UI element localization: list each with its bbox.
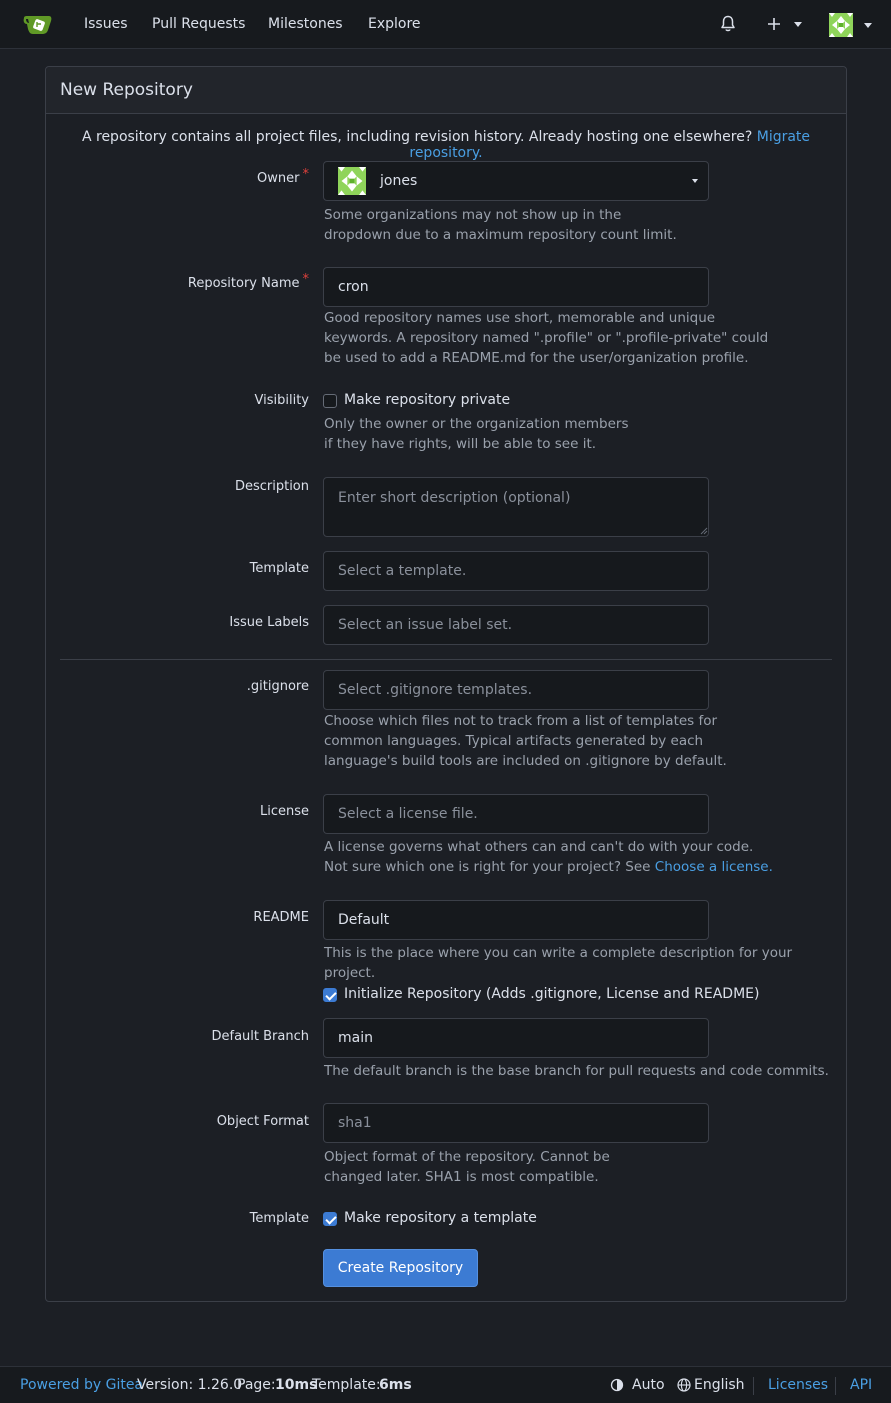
- init-repository-label[interactable]: Initialize Repository (Adds .gitignore, License and README): [344, 986, 760, 1002]
- repo-name-label: [59, 272, 309, 291]
- chevron-down-icon: [864, 23, 872, 28]
- page-time-value: 10ms: [275, 1377, 318, 1393]
- migrate-repository-link[interactable]: Migrate repository.: [409, 129, 811, 161]
- choose-license-link[interactable]: Choose a license.: [654, 859, 773, 875]
- description-label: Description: [234, 479, 309, 494]
- visibility-help: [324, 414, 629, 454]
- license-help-text: Not sure which one is right for your project? See: [324, 859, 651, 875]
- top-navbar: [0, 0, 891, 49]
- object-format-help-line-1: Object format of the repository. Cannot be: [324, 1149, 610, 1165]
- issue-labels-select[interactable]: Select an issue label set.: [323, 605, 709, 645]
- make-template-checkbox[interactable]: [323, 1212, 337, 1226]
- owner-dropdown[interactable]: [323, 161, 709, 201]
- template-label: Template: [249, 561, 309, 576]
- gitignore-help-line-3: language's build tools are included on .gitignore by default.: [324, 753, 727, 769]
- theme-icon: [610, 1378, 624, 1392]
- owner-help: [324, 205, 677, 245]
- make-template-label[interactable]: Make repository a template: [344, 1210, 537, 1226]
- page-title: New Repository: [46, 67, 846, 114]
- default-branch-label: Default Branch: [211, 1029, 309, 1044]
- description-textarea[interactable]: Enter short description (optional): [323, 477, 709, 537]
- private-checkbox[interactable]: [323, 394, 337, 408]
- license-help: [324, 837, 773, 877]
- object-format-help: [324, 1147, 610, 1187]
- template-time-value: 6ms: [379, 1377, 412, 1393]
- version-text: Version: 1.26.0: [137, 1377, 243, 1393]
- nav-explore[interactable]: Explore: [368, 16, 421, 32]
- user-menu[interactable]: [829, 13, 875, 37]
- plus-icon: [767, 17, 781, 31]
- intro-message: A repository contains all project files, including revision history. Already hosting one elsewhere?: [81, 129, 753, 145]
- powered-by-link[interactable]: Powered by Gitea: [20, 1377, 144, 1393]
- footer-divider: [753, 1377, 754, 1395]
- globe-icon: [677, 1378, 691, 1392]
- readme-help: This is the place where you can write a complete description for your project.: [324, 945, 793, 981]
- create-repository-button[interactable]: Create Repository: [323, 1249, 478, 1287]
- issue-labels-label: Issue Labels: [229, 615, 309, 630]
- required-marker: *: [302, 272, 309, 287]
- language-value: English: [694, 1377, 745, 1393]
- footer-divider: [835, 1377, 836, 1395]
- license-label: License: [259, 804, 309, 819]
- readme-select[interactable]: Default: [323, 900, 709, 940]
- nav-pull-requests[interactable]: Pull Requests: [152, 16, 246, 32]
- object-format-help-line-2: changed later. SHA1 is most compatible.: [324, 1169, 599, 1185]
- gitignore-help: [324, 711, 727, 771]
- dropdown-icon: [692, 179, 698, 183]
- footer: [0, 1366, 891, 1403]
- license-select[interactable]: Select a license file.: [323, 794, 709, 834]
- create-new-menu[interactable]: [767, 16, 807, 34]
- init-repository-checkbox[interactable]: [323, 988, 337, 1002]
- gitignore-label: .gitignore: [246, 679, 309, 694]
- gitignore-help-line-2: common languages. Typical artifacts generated by each: [324, 733, 704, 749]
- template-select[interactable]: Select a template.: [323, 551, 709, 591]
- theme-selector[interactable]: [610, 1367, 666, 1403]
- repo-name-help-line-2: keywords. A repository named ".profile" or ".profile-private" could: [324, 330, 769, 346]
- license-help-line-1: A license governs what others can and can't do with your code.: [324, 839, 754, 855]
- nav-milestones[interactable]: Milestones: [268, 16, 343, 32]
- gitea-logo-icon[interactable]: [23, 12, 53, 36]
- default-branch-input[interactable]: main: [323, 1018, 709, 1058]
- bell-icon[interactable]: [720, 15, 736, 33]
- section-divider: [60, 659, 832, 660]
- required-marker: *: [302, 167, 309, 182]
- visibility-help-line-1: Only the owner or the organization members: [324, 416, 629, 432]
- gitignore-help-line-1: Choose which files not to track from a list of templates for: [324, 713, 718, 729]
- license-help-line-2: [324, 857, 773, 877]
- page-time-label: Page:: [237, 1377, 276, 1393]
- template-flag-label: Template: [249, 1211, 309, 1226]
- repo-name-help: [324, 308, 768, 368]
- language-selector[interactable]: [677, 1367, 745, 1403]
- owner-label: [59, 167, 309, 186]
- private-checkbox-label[interactable]: Make repository private: [344, 392, 511, 408]
- licenses-link[interactable]: Licenses: [768, 1377, 829, 1393]
- object-format-input[interactable]: sha1: [323, 1103, 709, 1143]
- repo-name-input[interactable]: cron: [323, 267, 709, 307]
- visibility-label: Visibility: [254, 393, 309, 408]
- theme-value: Auto: [632, 1377, 665, 1393]
- nav-issues[interactable]: Issues: [84, 16, 128, 32]
- resize-handle-icon[interactable]: [700, 527, 708, 535]
- repo-name-label-text: Repository Name: [187, 276, 300, 291]
- visibility-help-line-2: if they have rights, will be able to see it.: [324, 436, 597, 452]
- intro-text: [46, 129, 846, 161]
- avatar: [829, 13, 853, 37]
- new-repository-form: [45, 66, 847, 1302]
- owner-label-text: Owner: [257, 171, 300, 186]
- owner-value: jones: [380, 173, 418, 189]
- repo-name-help-line-3: be used to add a README.md for the user/organization profile.: [324, 350, 749, 366]
- repo-name-help-line-1: Good repository names use short, memorable and unique: [324, 310, 716, 326]
- owner-avatar: [338, 167, 366, 195]
- owner-help-line-2: dropdown due to a maximum repository count limit.: [324, 227, 677, 243]
- readme-label: README: [253, 910, 309, 925]
- api-link[interactable]: API: [850, 1377, 873, 1393]
- template-time-label: Template:: [312, 1377, 381, 1393]
- chevron-down-icon: [794, 22, 802, 27]
- default-branch-help: The default branch is the base branch for pull requests and code commits.: [324, 1063, 829, 1079]
- object-format-label: Object Format: [216, 1114, 309, 1129]
- gitignore-select[interactable]: Select .gitignore templates.: [323, 670, 709, 710]
- owner-help-line-1: Some organizations may not show up in the: [324, 207, 622, 223]
